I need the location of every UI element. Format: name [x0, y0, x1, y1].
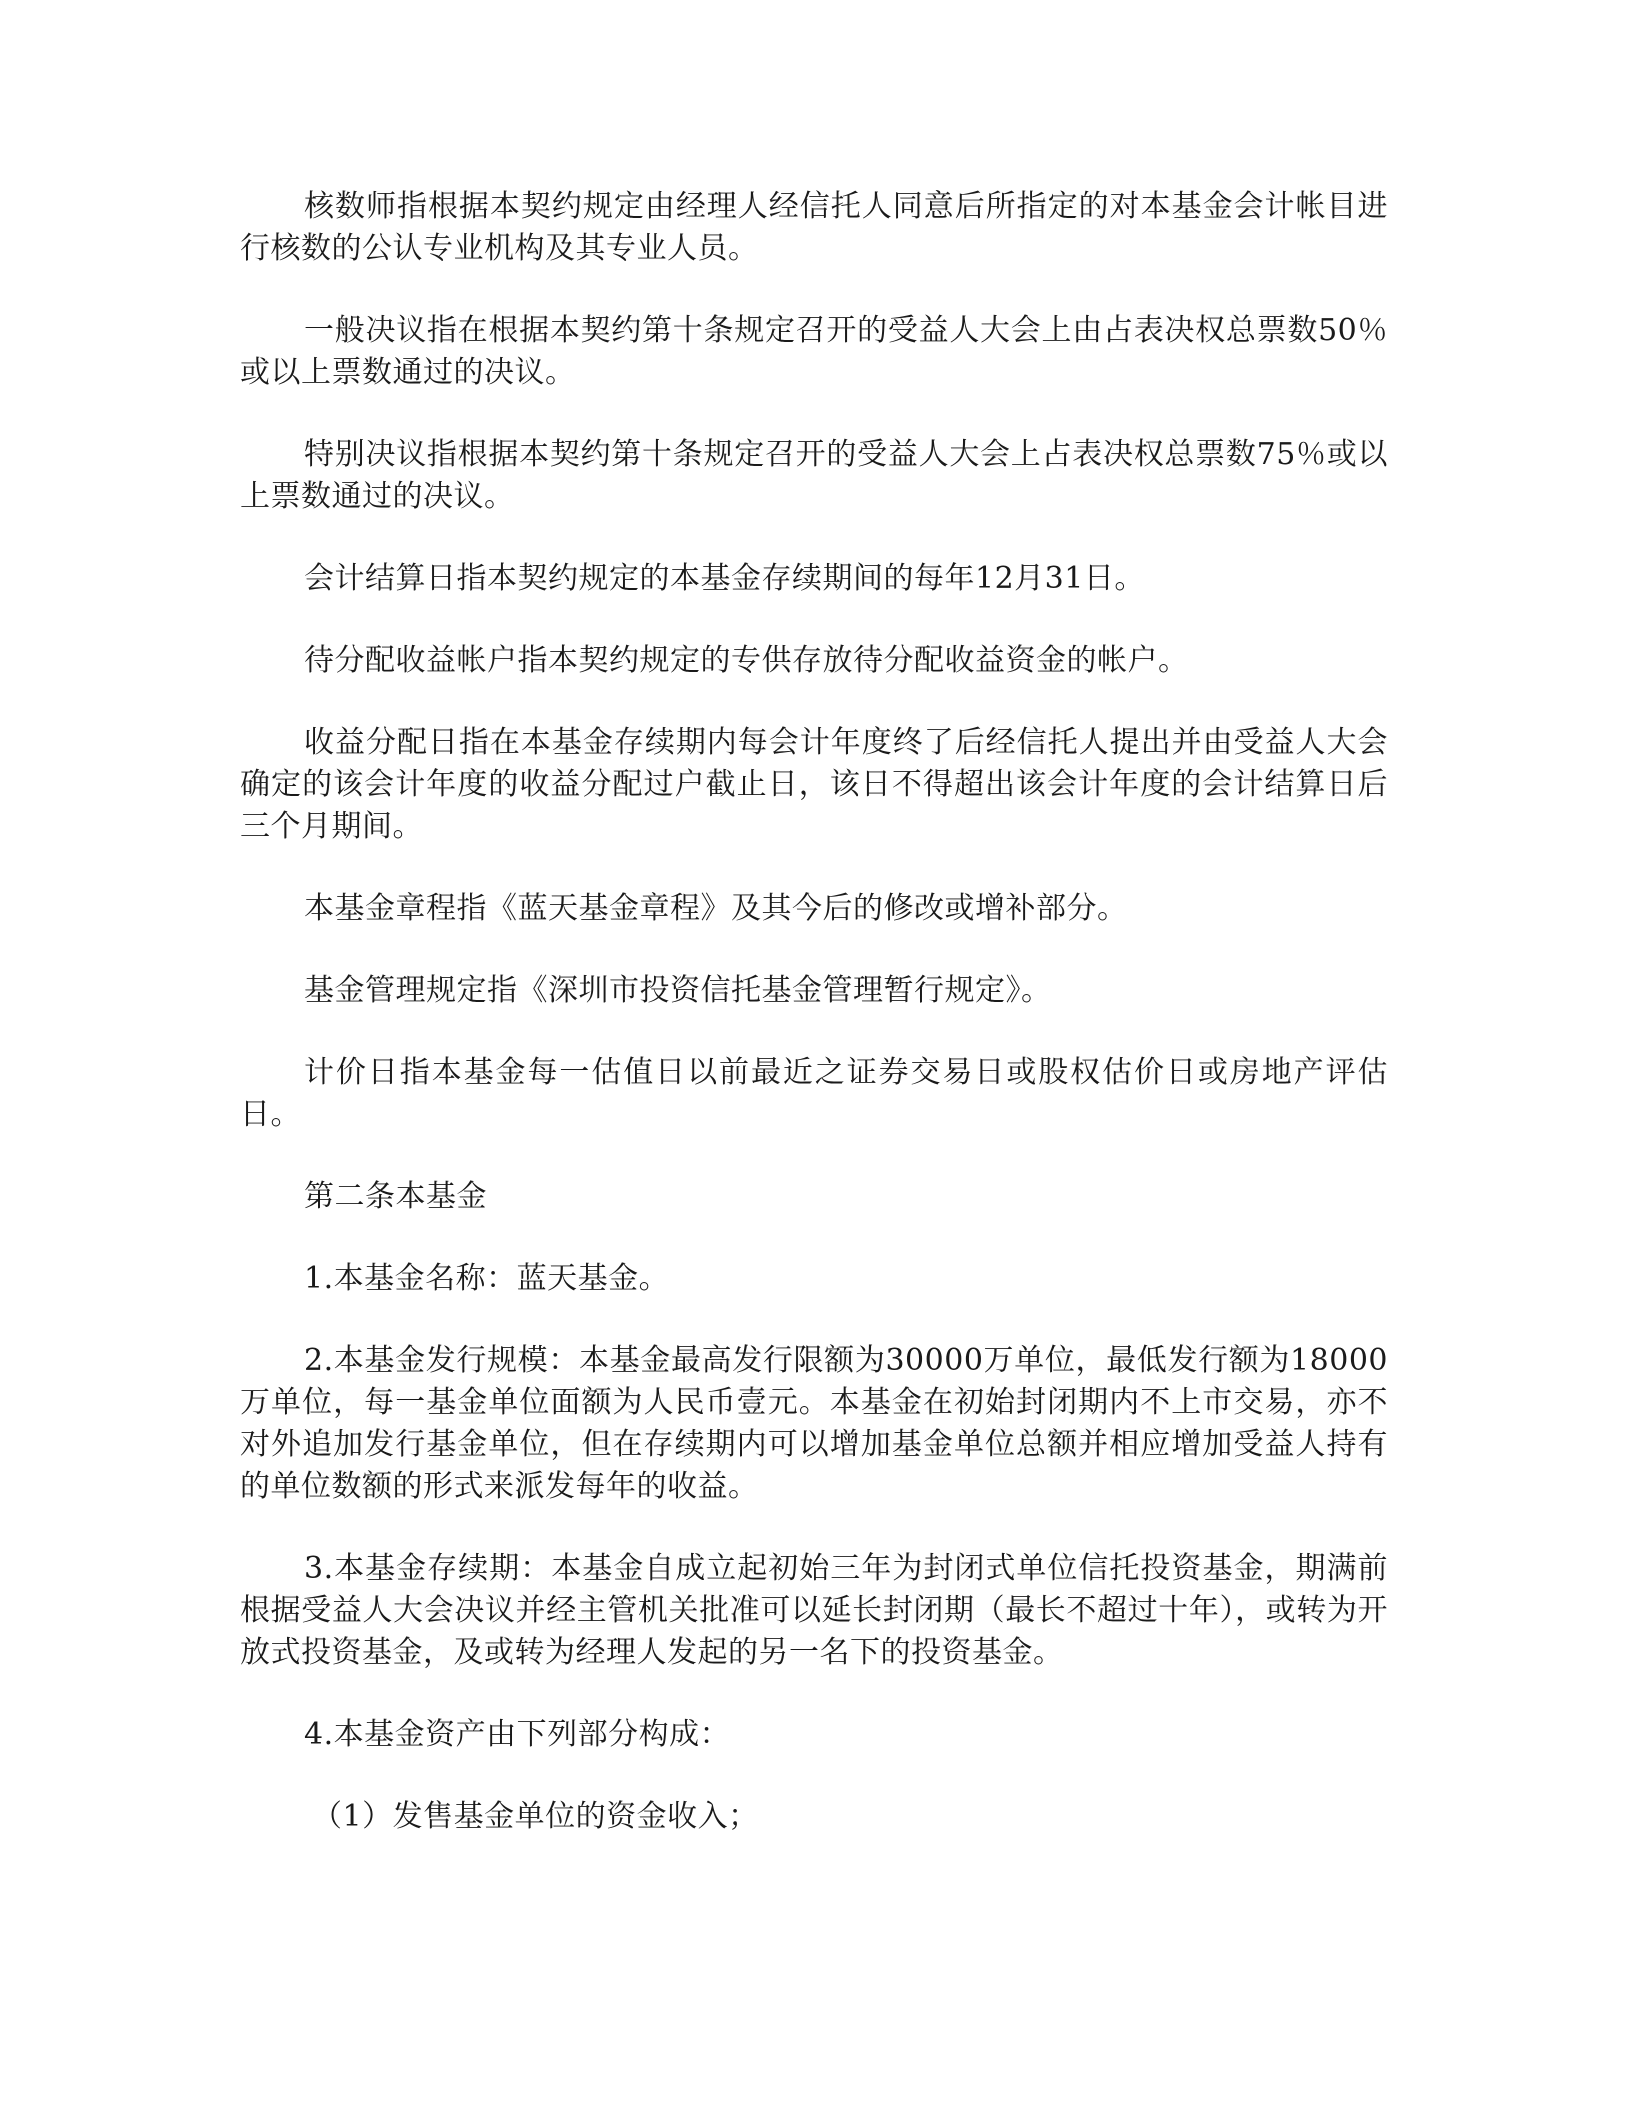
- paragraph-fund-assets: 4.本基金资产由下列部分构成：: [304, 1717, 731, 1752]
- paragraph-distribution-date: 收益分配日指在本基金存续期内每会计年度终了后经信托人提出并由受益人大会确定的该会计年度的收益分配过户截止日，该日不得超出该会计年度的会计结算日后三个月期间。: [240, 725, 1388, 844]
- paragraph-management-rules: 基金管理规定指《深圳市投资信托基金管理暂行规定》。: [304, 973, 1052, 1008]
- section-heading-article-2: 第二条本基金: [304, 1179, 487, 1214]
- paragraph-fund-charter: 本基金章程指《蓝天基金章程》及其今后的修改或增补部分。: [304, 891, 1128, 926]
- paragraph-special-resolution: 特别决议指根据本契约第十条规定召开的受益人大会上占表决权总票数75％或以上票数通过的决议。: [240, 437, 1388, 514]
- paragraph-ordinary-resolution: 一般决议指在根据本契约第十条规定召开的受益人大会上由占表决权总票数50％或以上票数通过的决议。: [240, 313, 1388, 390]
- paragraph-fund-term: 3.本基金存续期：本基金自成立起初始三年为封闭式单位信托投资基金，期满前根据受益人大会决议并经主管机关批准可以延长封闭期（最长不超过十年），或转为开放式投资基金，及或转为经理人发起的另一名下的投资基金。: [240, 1551, 1388, 1670]
- paragraph-fund-name: 1.本基金名称：蓝天基金。: [304, 1261, 670, 1296]
- paragraph-income-account: 待分配收益帐户指本契约规定的专供存放待分配收益资金的帐户。: [304, 643, 1189, 678]
- document-body: [240, 186, 1388, 1878]
- paragraph-accounting-date: 会计结算日指本契约规定的本基金存续期间的每年12月31日。: [304, 561, 1145, 596]
- paragraph-issue-scale: 2.本基金发行规模：本基金最高发行限额为30000万单位，最低发行额为18000万单位，每一基金单位面额为人民币壹元。本基金在初始封闭期内不上市交易，亦不对外追加发行基金单位，但在存续期内可以增加基金单位总额并相应增加受益人持有的单位数额的形式来派发每年的收益。: [240, 1343, 1388, 1504]
- list-item-asset-1: （1）发售基金单位的资金收入；: [312, 1799, 759, 1834]
- paragraph-valuation-date: 计价日指本基金每一估值日以前最近之证券交易日或股权估价日或房地产评估日。: [240, 1055, 1388, 1132]
- paragraph-auditor-definition: 核数师指根据本契约规定由经理人经信托人同意后所指定的对本基金会计帐目进行核数的公认专业机构及其专业人员。: [240, 189, 1388, 266]
